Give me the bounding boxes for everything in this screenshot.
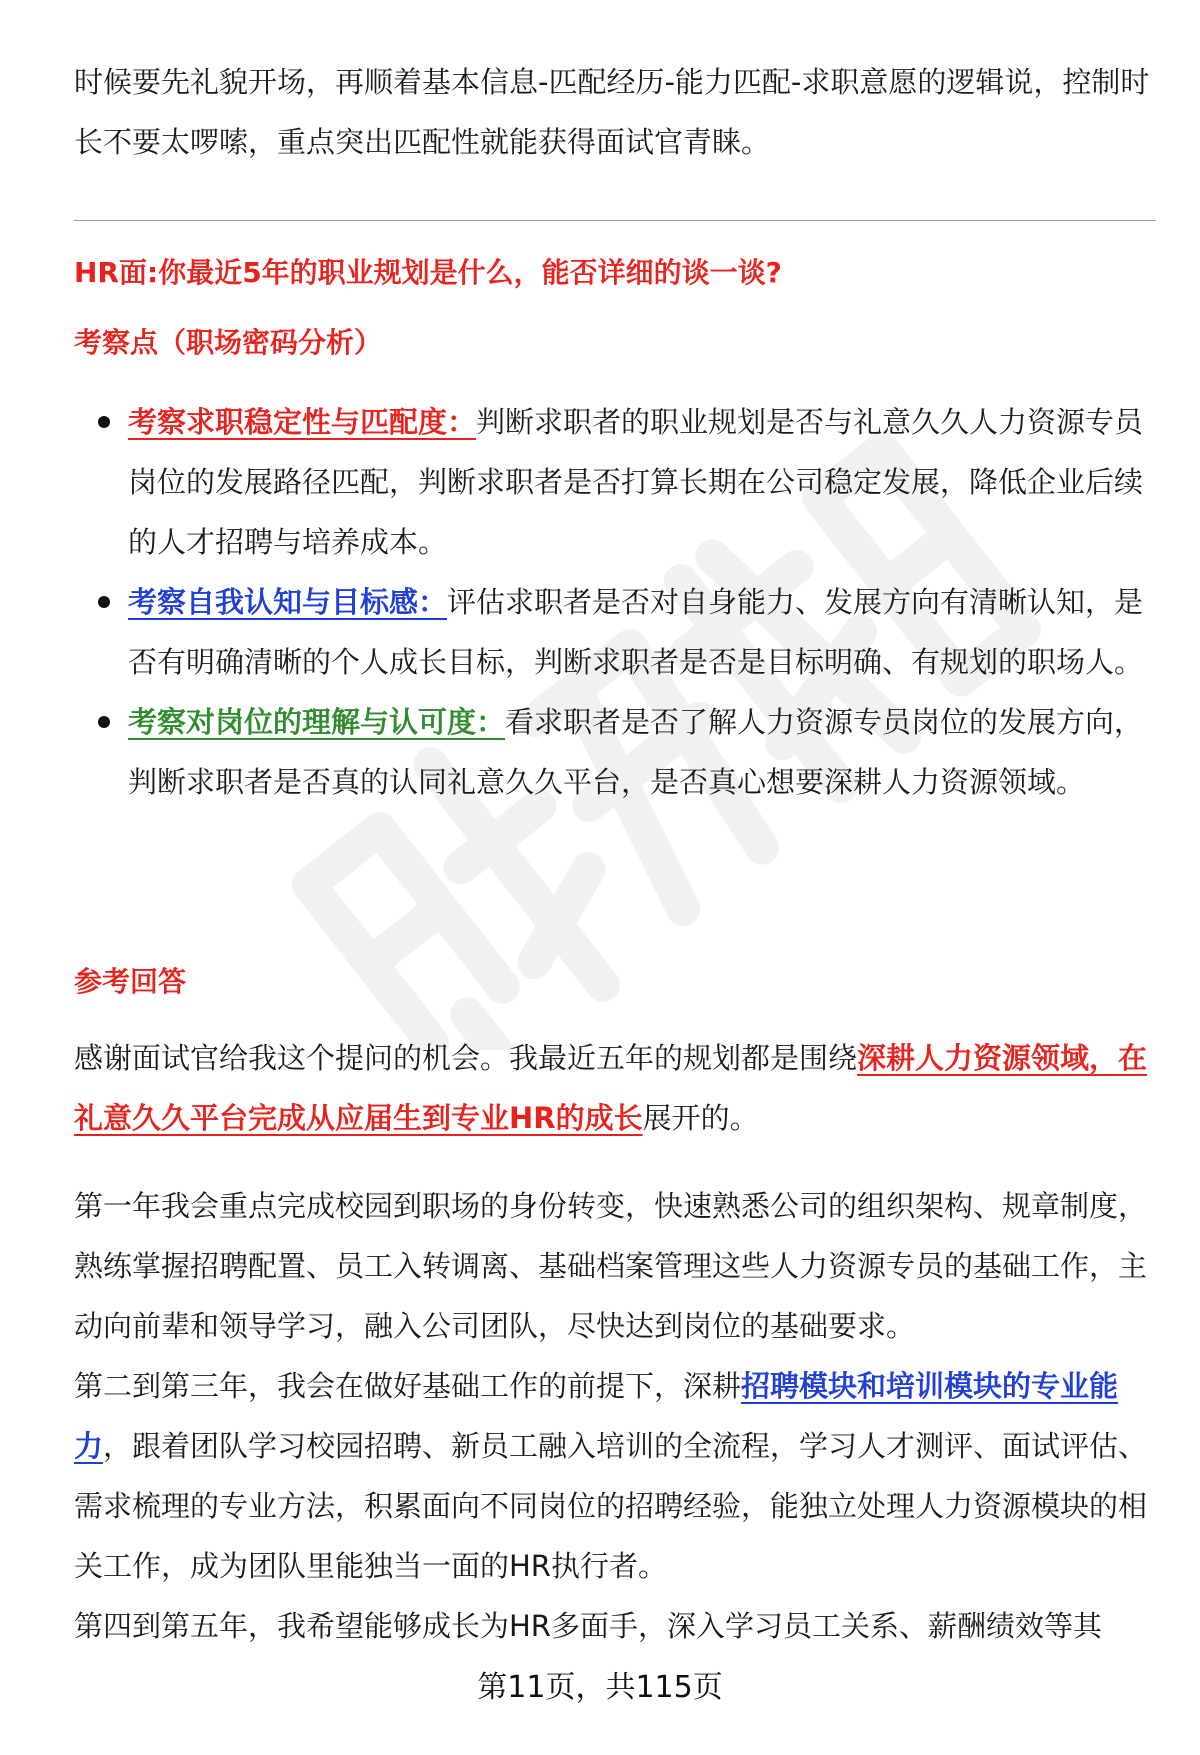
list-item <box>74 572 1156 692</box>
analysis-item-label: 考察求职稳定性与匹配度： <box>128 405 477 439</box>
answer-year1: 第一年我会重点完成校园到职场的身份转变，快速熟悉公司的组织架构、规章制度，熟练掌握招聘配置、员工入转调离、基础档案管理这些人力资源专员的基础工作，主动向前辈和领导学习，融入公司团队，尽快达到岗位的基础要求。 <box>74 1189 1148 1343</box>
answer-intro <box>74 1028 1154 1148</box>
answer-year45: 第四到第五年，我希望能够成长为HR多面手，深入学习员工关系、薪酬绩效等其 <box>74 1609 1102 1643</box>
analysis-item-text: 看求职者是否了解人力资源专员岗位的发展方向，判断求职者是否真的认同礼意久久平台，是否真心想要深耕人力资源领域。 <box>128 705 1144 799</box>
answer-intro-paragraph <box>74 1028 1154 1148</box>
answer-intro-after: 展开的。 <box>642 1101 759 1135</box>
analysis-title: 考察点（职场密码分析） <box>74 326 383 359</box>
analysis-item-text: 评估求职者是否对自身能力、发展方向有清晰认知，是否有明确清晰的个人成长目标，判断求职者是否是目标明确、有规划的职场人。 <box>128 585 1144 679</box>
analysis-item-label: 考察自我认知与目标感： <box>128 585 448 619</box>
question-title: HR面:你最近5年的职业规划是什么，能否详细的谈一谈? <box>74 256 782 289</box>
answer-year23-highlight: 招聘模块和培训模块的专业能力 <box>74 1369 1119 1463</box>
reference-title: 参考回答 <box>74 965 187 998</box>
bullet-icon <box>98 716 110 728</box>
list-item <box>74 692 1156 812</box>
analysis-item-label: 考察对岗位的理解与认可度： <box>128 705 506 739</box>
list-item <box>74 392 1156 572</box>
answer-year23-before: 第二到第三年，我会在做好基础工作的前提下，深耕 <box>74 1369 742 1403</box>
page-number: 第11页，共115页 <box>477 1670 723 1705</box>
intro-paragraph: 时候要先礼貌开场，再顺着基本信息-匹配经历-能力匹配-求职意愿的逻辑说，控制时长不要太啰嗦，重点突出匹配性就能获得面试官青睐。 <box>74 65 1150 159</box>
bullet-icon <box>98 596 110 608</box>
answer-body <box>74 1176 1154 1656</box>
section-divider <box>74 220 1156 221</box>
bullet-icon <box>98 416 110 428</box>
answer-intro-highlight: 深耕人力资源领域，在礼意久久平台完成从应届生到专业HR的成长 <box>74 1041 1148 1135</box>
answer-year23 <box>74 1356 1154 1596</box>
answer-year23-after: ，跟着团队学习校园招聘、新员工融入培训的全流程，学习人才测评、面试评估、需求梳理的专业方法，积累面向不同岗位的招聘经验，能独立处理人力资源模块的相关工作，成为团队里能独当一面的HR执行者。 <box>74 1429 1148 1583</box>
analysis-list <box>74 392 1156 812</box>
intro-block <box>74 52 1154 172</box>
analysis-item-text: 判断求职者的职业规划是否与礼意久久人力资源专员岗位的发展路径匹配，判断求职者是否打算长期在公司稳定发展，降低企业后续的人才招聘与培养成本。 <box>128 405 1144 559</box>
answer-intro-before: 感谢面试官给我这个提问的机会。我最近五年的规划都是围绕 <box>74 1041 858 1075</box>
